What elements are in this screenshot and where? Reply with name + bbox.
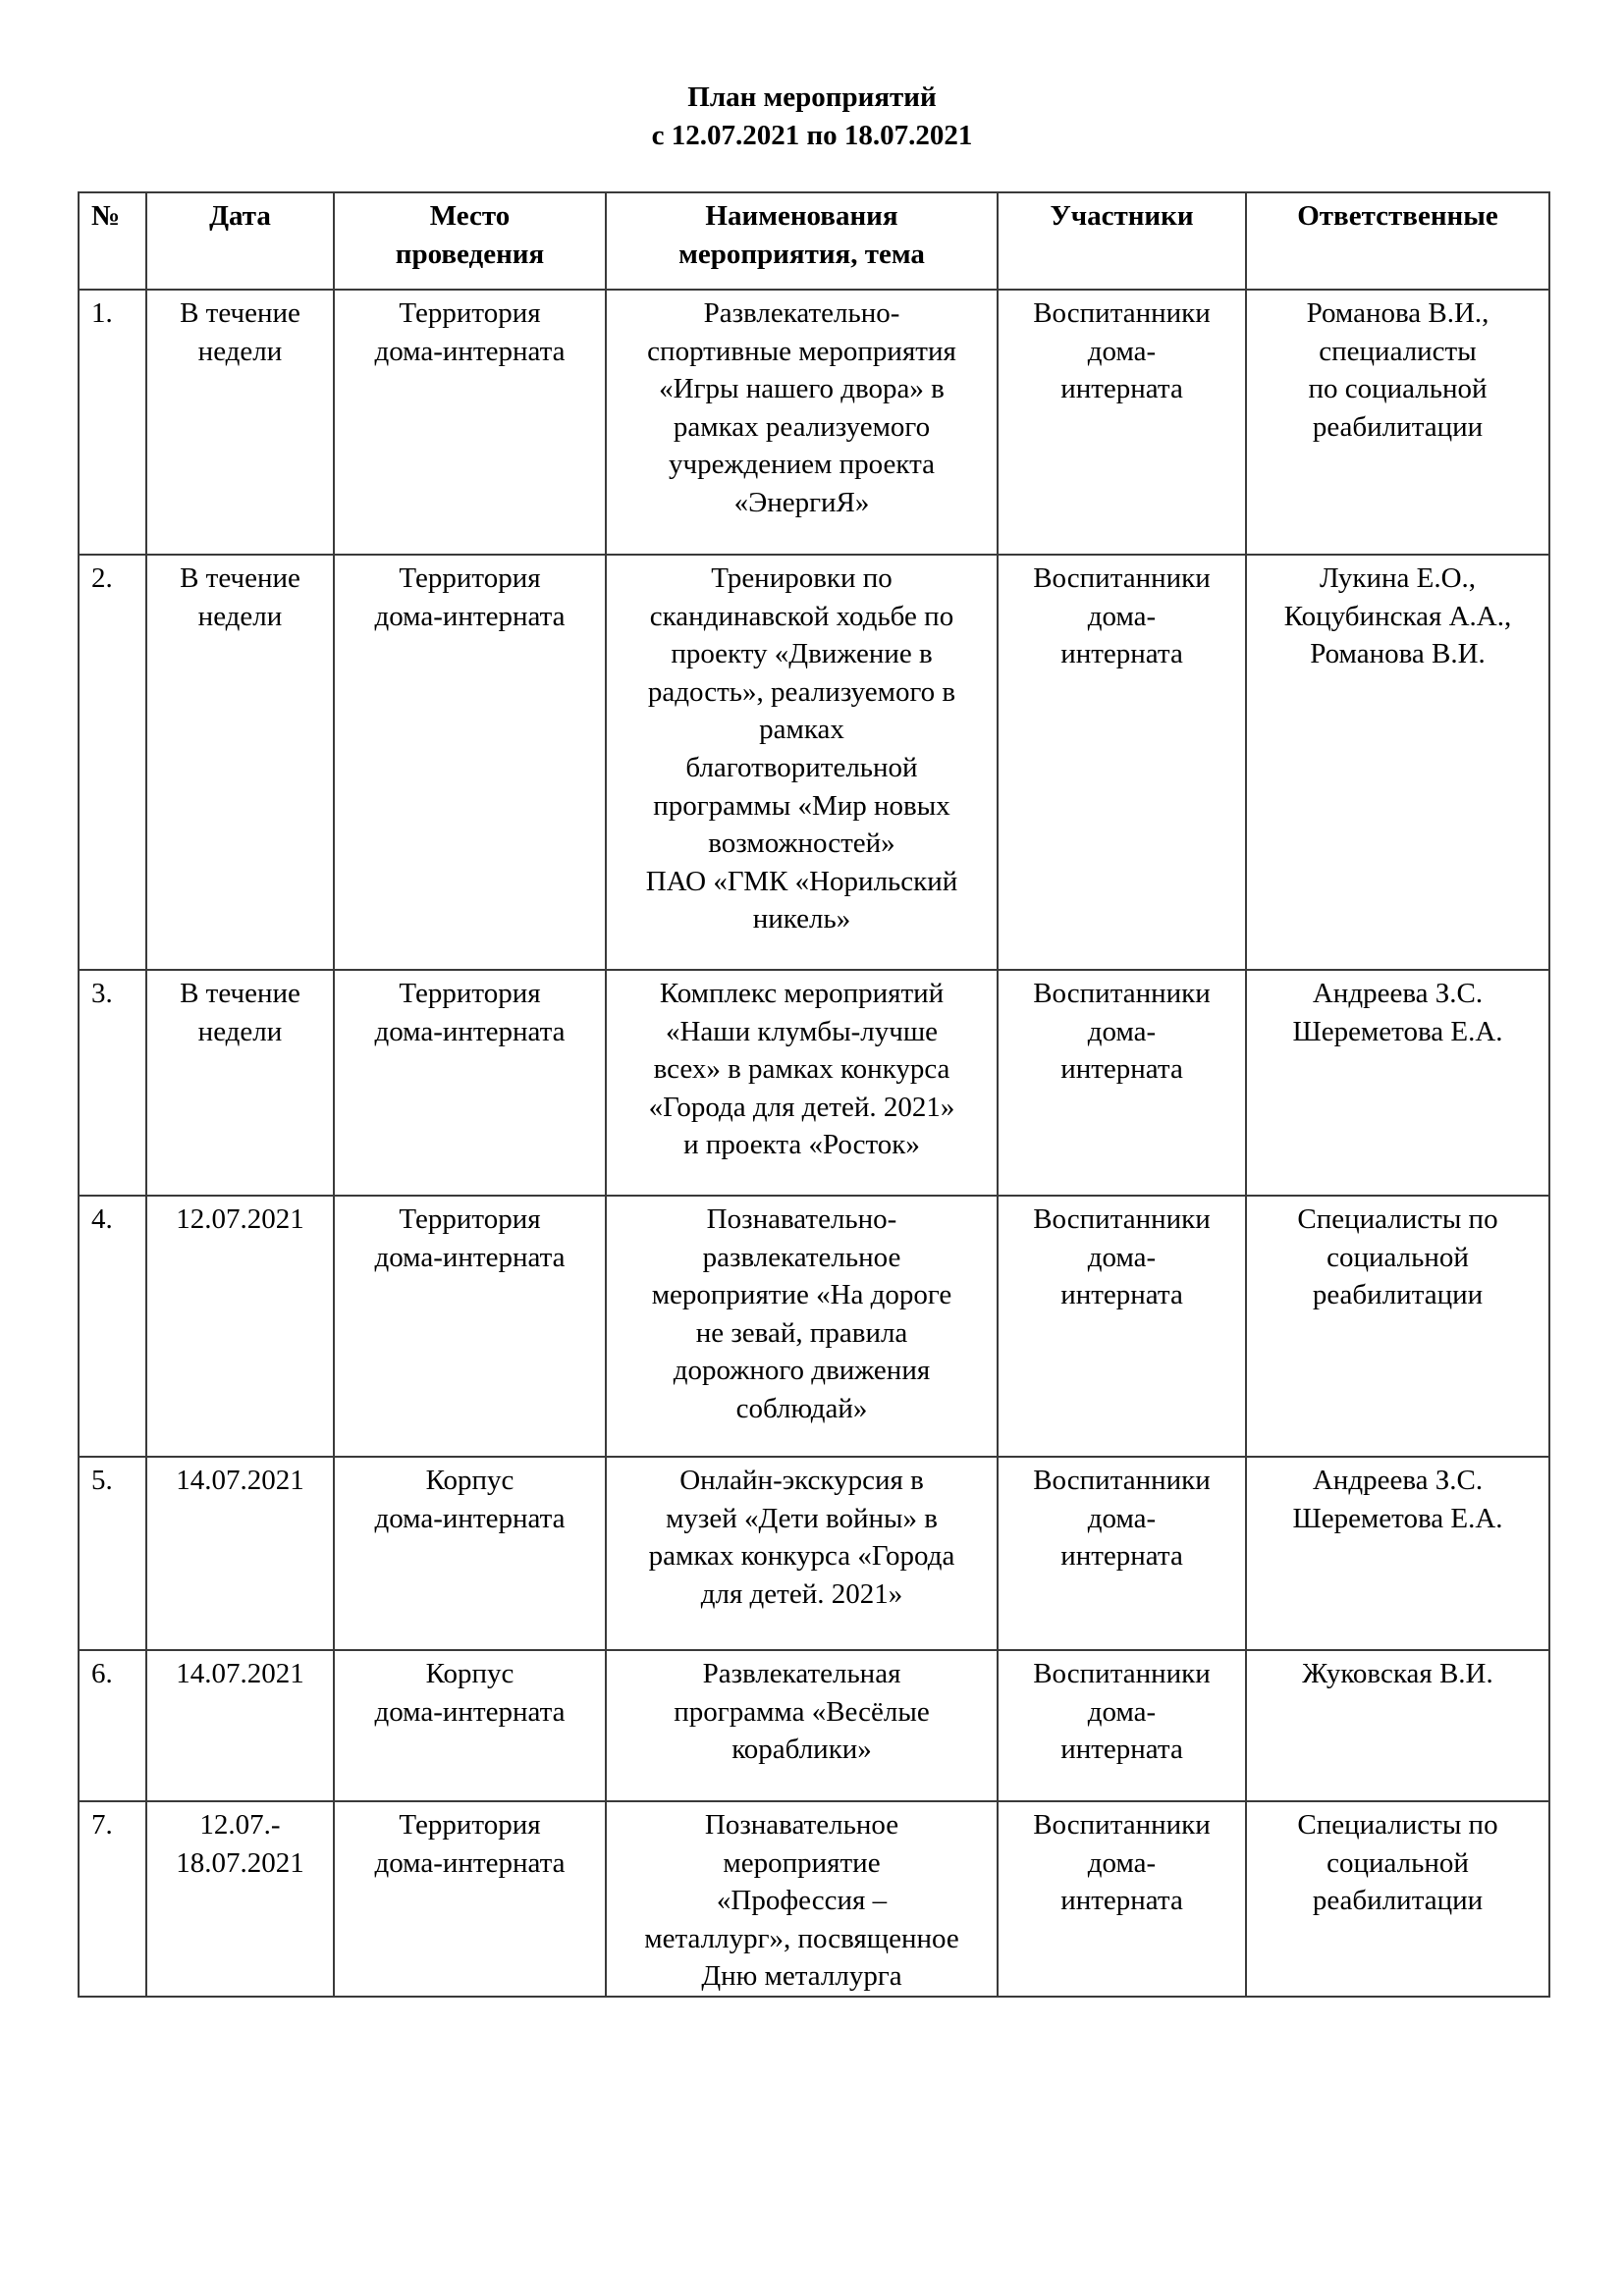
cell-line: 12.07.2021 [176,1203,304,1235]
cell-date [146,1457,334,1650]
cell-line: интерната [1060,638,1183,670]
cell-line: Корпус [425,1658,514,1689]
cell-line: интерната [1060,373,1183,405]
cell-line: недели [197,1015,283,1047]
cell-responsible [1246,555,1549,970]
cell-line: ПАО «ГМК «Норильский [645,865,958,897]
cell-date [146,1196,334,1457]
cell-line: В течение [180,978,300,1009]
cell-line: Территория [399,978,541,1009]
cell-line: Романова В.И. [1310,638,1486,670]
cell-line: Место [429,200,511,232]
cell-line: дома-интерната [374,1502,566,1534]
header-participants [998,192,1246,290]
cell-line: дома-интерната [374,1241,566,1273]
cell-line: реабилитации [1312,1279,1484,1311]
cell-line: мероприятия, тема [678,238,925,270]
cell-line: дома-интерната [374,600,566,632]
cell-line: Территория [399,1203,541,1235]
cell-line: Тренировки по [711,562,893,594]
cell-line: по социальной [1308,373,1488,405]
cell-line: интерната [1060,1885,1183,1917]
cell-number: 5. [79,1457,146,1650]
cell-participants [998,1650,1246,1801]
cell-place [334,555,606,970]
cell-line: интерната [1060,1053,1183,1086]
cell-line: Территория [399,297,541,329]
cell-line: Познавательно- [706,1203,897,1235]
cell-line: скандинавской ходьбе по [649,600,954,632]
cell-line: Андреева З.С. [1312,978,1484,1009]
cell-line: Воспитанники [1033,1465,1211,1496]
cell-line: «Профессия – [716,1885,888,1917]
cell-participants [998,1196,1246,1457]
cell-responsible [1246,1650,1549,1801]
document-date-range: с 12.07.2021 по 18.07.2021 [651,120,973,151]
cell-line: дома- [1087,1695,1157,1728]
cell-line: дома- [1087,600,1157,632]
cell-line: реабилитации [1312,410,1484,443]
cell-line: Территория [399,562,541,594]
table-header-row [79,192,1549,290]
header-event [606,192,998,290]
header-date [146,192,334,290]
cell-event [606,555,998,970]
cell-number: 2. [79,555,146,970]
cell-participants [998,1457,1246,1650]
table-row [79,290,1549,555]
table-row [79,555,1549,970]
table-row [79,970,1549,1196]
cell-line: Дата [209,200,271,232]
cell-line: Лукина Е.О., [1319,562,1477,594]
cell-place [334,1801,606,1997]
cell-place [334,970,606,1196]
cell-line: 14.07.2021 [176,1465,304,1496]
cell-participants [998,970,1246,1196]
cell-line: мероприятие [723,1846,881,1879]
cell-line: рамках реализуемого [673,410,931,443]
cell-line: дома-интерната [374,1846,566,1879]
cell-line: дома- [1087,1241,1157,1273]
cell-line: Шереметова Е.А. [1292,1502,1503,1534]
cell-number: 6. [79,1650,146,1801]
cell-line: интерната [1060,1279,1183,1311]
cell-number: 3. [79,970,146,1196]
cell-line: Воспитанники [1033,978,1211,1009]
cell-line: программа «Весёлые [674,1695,930,1728]
table-row [79,1650,1549,1801]
cell-event [606,970,998,1196]
cell-line: Воспитанники [1033,1658,1211,1689]
cell-line: Специалисты по [1297,1203,1498,1235]
cell-participants [998,555,1246,970]
cell-line: В течение [180,297,300,329]
header-number [79,192,146,290]
cell-line: спортивные мероприятия [647,335,956,367]
cell-line: В течение [180,562,300,594]
cell-line: развлекательное [702,1241,901,1273]
cell-line: Наименования [705,200,898,232]
events-table [78,191,1550,1998]
header-place [334,192,606,290]
cell-line: дома- [1087,335,1157,367]
cell-line: Развлекательная [702,1658,901,1689]
cell-line: Комплекс мероприятий [659,978,945,1009]
cell-line: Жуковская В.И. [1302,1658,1493,1689]
cell-line: Онлайн-экскурсия в [679,1465,924,1496]
cell-line: реабилитации [1312,1885,1484,1917]
cell-line: Познавательное [704,1809,899,1841]
cell-line: «ЭнергиЯ» [733,486,870,518]
cell-line: «Игры нашего двора» в [659,373,945,405]
cell-line: проведения [395,238,545,270]
cell-line: кораблики» [731,1734,872,1766]
cell-line: Корпус [425,1465,514,1496]
cell-line: Воспитанники [1033,297,1211,329]
cell-line: «Наши клумбы-лучше [665,1015,939,1047]
cell-line: мероприятие «На дороге [651,1279,952,1311]
cell-line: соблюдай» [735,1392,868,1424]
cell-line: рамках [759,714,844,746]
cell-line: Специалисты по [1297,1809,1498,1841]
cell-number: 1. [79,290,146,555]
cell-date [146,1650,334,1801]
cell-line: программы «Мир новых [653,789,950,822]
document-title: План мероприятий [687,81,937,113]
cell-event [606,1196,998,1457]
cell-line: для детей. 2021» [700,1577,903,1610]
cell-line: Шереметова Е.А. [1292,1015,1503,1047]
cell-line: дома-интерната [374,1015,566,1047]
cell-line: музей «Дети войны» в [666,1502,938,1534]
cell-line: Территория [399,1809,541,1841]
cell-date [146,555,334,970]
cell-number: 7. [79,1801,146,1997]
cell-number: 4. [79,1196,146,1457]
cell-line: 14.07.2021 [176,1658,304,1689]
cell-line: Андреева З.С. [1312,1465,1484,1496]
cell-responsible [1246,1801,1549,1997]
cell-event [606,290,998,555]
cell-event [606,1650,998,1801]
table-row [79,1801,1549,1997]
cell-line: дома- [1087,1015,1157,1047]
cell-line: 12.07.- [199,1809,281,1841]
cell-line: рамках конкурса «Города [648,1540,955,1573]
cell-place [334,290,606,555]
cell-line: всех» в рамках конкурса [653,1053,950,1086]
cell-line: Участники [1050,200,1194,232]
table-row [79,1196,1549,1457]
cell-line: № [91,200,121,232]
cell-line: благотворительной [685,751,918,783]
cell-line: радость», реализуемого в [647,675,956,708]
cell-line: «Города для детей. 2021» [648,1091,955,1123]
cell-line: учреждением проекта [669,449,935,481]
cell-line: не зевай, правила [695,1316,908,1349]
cell-line: возможностей» [708,828,895,860]
cell-line: Коцубинская А.А., [1283,600,1512,632]
cell-line: интерната [1060,1540,1183,1573]
cell-responsible [1246,1196,1549,1457]
cell-line: дорожного движения [673,1355,931,1387]
cell-line: дома-интерната [374,335,566,367]
cell-line: социальной [1326,1241,1469,1273]
cell-line: Романова В.И., [1306,297,1489,329]
cell-responsible [1246,290,1549,555]
cell-line: дома- [1087,1502,1157,1534]
cell-line: Развлекательно- [703,297,900,329]
cell-line: никель» [752,903,851,935]
cell-date [146,970,334,1196]
cell-line: интерната [1060,1734,1183,1766]
cell-line: Воспитанники [1033,562,1211,594]
cell-line: специалисты [1319,335,1477,367]
header-responsible [1246,192,1549,290]
cell-line: и проекта «Росток» [683,1129,920,1161]
cell-line: недели [197,335,283,367]
cell-line: социальной [1326,1846,1469,1879]
cell-responsible [1246,1457,1549,1650]
cell-line: 18.07.2021 [176,1846,304,1879]
cell-line: недели [197,600,283,632]
cell-date [146,290,334,555]
cell-place [334,1457,606,1650]
cell-participants [998,290,1246,555]
cell-line: проекту «Движение в [671,638,933,670]
cell-place [334,1650,606,1801]
cell-event [606,1457,998,1650]
cell-line: Дню металлурга [701,1960,902,1993]
cell-line: дома- [1087,1846,1157,1879]
cell-event [606,1801,998,1997]
cell-participants [998,1801,1246,1997]
cell-line: металлург», посвященное [644,1922,959,1954]
cell-line: дома-интерната [374,1695,566,1728]
cell-line: Воспитанники [1033,1809,1211,1841]
cell-place [334,1196,606,1457]
cell-date [146,1801,334,1997]
cell-line: Воспитанники [1033,1203,1211,1235]
cell-responsible [1246,970,1549,1196]
cell-line: Ответственные [1297,200,1498,232]
table-row [79,1457,1549,1650]
